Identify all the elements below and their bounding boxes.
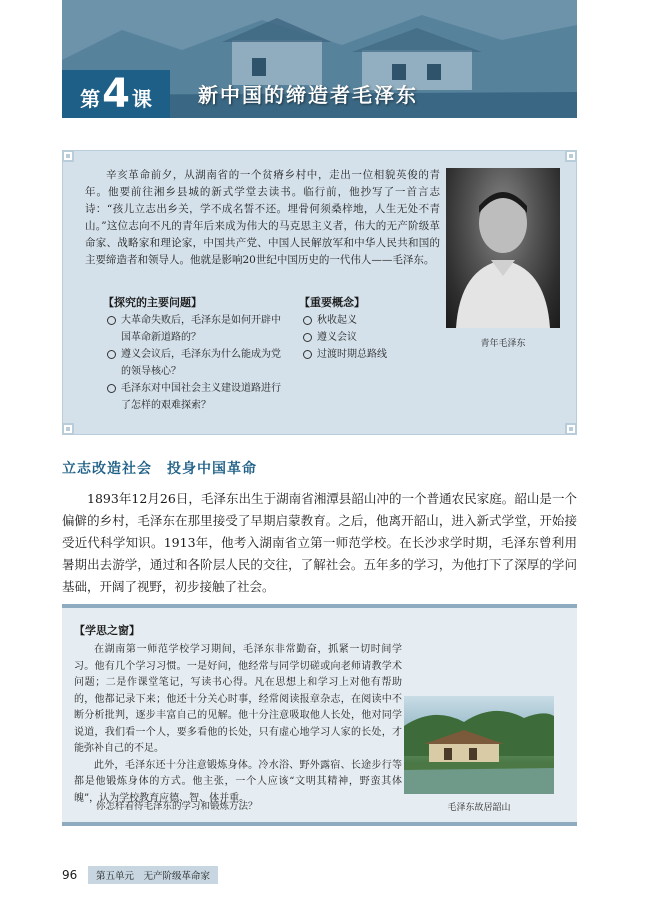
list-item: 遵义会议 <box>303 329 433 346</box>
lesson-suffix: 课 <box>131 87 152 111</box>
study-paragraph-2: 此外，毛泽东还十分注意锻炼身体。冷水浴、野外露宿、长途步行等都是他锻炼身体的方式。他主张，一个人应该“文明其精神，野蛮其体魄”，认为学校教育应德、智、体并重。 <box>74 759 402 804</box>
corner-ornament <box>565 423 577 435</box>
list-item: 秋收起义 <box>303 312 433 329</box>
lesson-title: 新中国的缔造者毛泽东 <box>198 83 418 107</box>
corner-ornament <box>565 150 577 162</box>
lesson-number: 4 <box>102 71 130 117</box>
intro-paragraph: 辛亥革命前夕，从湖南省的一个贫瘠乡村中，走出一位相貌英俊的青年。他要前往湘乡县城的新式学堂去读书。临行前，他抄写了一首言志诗：“孩儿立志出乡关，学不成名誓不还。埋骨何须桑梓地，人生无处不青山。”这位志向不凡的青年后来成为伟大的马克思主义者，伟大的无产阶级革命家、战略家和理论家，中国共产党、中国人民解放军和中华人民共和国的主要缔造者和领导人。他就是影响20世纪中国历史的一代伟人——毛泽东。 <box>85 169 440 266</box>
study-question: 你怎样看待毛泽东的学习和锻炼方法？ <box>96 801 258 812</box>
questions-list <box>107 312 287 414</box>
concepts-list <box>303 312 433 363</box>
lesson-prefix: 第 <box>80 87 101 111</box>
portrait-caption: 青年毛泽东 <box>480 339 526 349</box>
study-window-box <box>62 604 577 826</box>
corner-ornament <box>62 423 74 435</box>
list-item: 大革命失败后，毛泽东是如何开辟中国革命新道路的？ <box>107 312 287 346</box>
unit-label: 第五单元 无产阶级革命家 <box>95 871 210 882</box>
study-paragraph-1: 在湖南第一师范学校学习期间，毛泽东非常勤奋，抓紧一切时间学习。他有几个学习习惯。一是好问，他经常与同学切磋或向老师请教学术问题；二是作课堂笔记，写读书心得。凡在思想上和学习上对他有帮助的，他都记录下来；他还十分关心时事，经常阅读报章杂志，在阅读中不断分析批判，逐步丰富自己的见解。他十分注意吸取他人长处，他对同学说道，我们看一个人，要多看他的长处，只有虚心地学习人家的长处，才能弥补自己的不足。 <box>74 644 402 754</box>
unit-bar <box>88 866 218 884</box>
section-title: 立志改造社会 投身中国革命 <box>62 461 257 477</box>
list-item: 遵义会议后，毛泽东为什么能成为党的领导核心？ <box>107 346 287 380</box>
section-paragraph: 1893年12月26日，毛泽东出生于湖南省湘潭县韶山冲的一个普通农民家庭。韶山是一个偏僻的乡村，毛泽东在那里接受了早期启蒙教育。之后，他离开韶山，进入新式学堂，开始接受近代科学知识。1913年，他考入湖南省立第一师范学校。在长沙求学时期，毛泽东曾利用暑期出去游学，通过和各阶层人民的交往，了解社会。五年多的学习，为他打下了深厚的学问基础，开阔了视野，初步接触了社会。 <box>62 491 577 594</box>
page-number: 96 <box>62 868 78 882</box>
portrait-figure <box>446 168 560 328</box>
lesson-number-label <box>62 70 170 118</box>
corner-ornament <box>62 150 74 162</box>
study-window-heading: 【学思之窗】 <box>74 624 140 637</box>
list-item: 毛泽东对中国社会主义建设道路进行了怎样的艰难探索？ <box>107 380 287 414</box>
residence-caption: 毛泽东故居韶山 <box>447 803 511 813</box>
intro-box <box>62 150 577 435</box>
questions-heading: 【探究的主要问题】 <box>103 296 202 309</box>
list-item: 过渡时期总路线 <box>303 346 433 363</box>
concepts-heading: 【重要概念】 <box>299 296 365 309</box>
portrait-photo <box>446 168 560 328</box>
residence-photo <box>404 696 554 794</box>
residence-scene <box>404 696 554 794</box>
